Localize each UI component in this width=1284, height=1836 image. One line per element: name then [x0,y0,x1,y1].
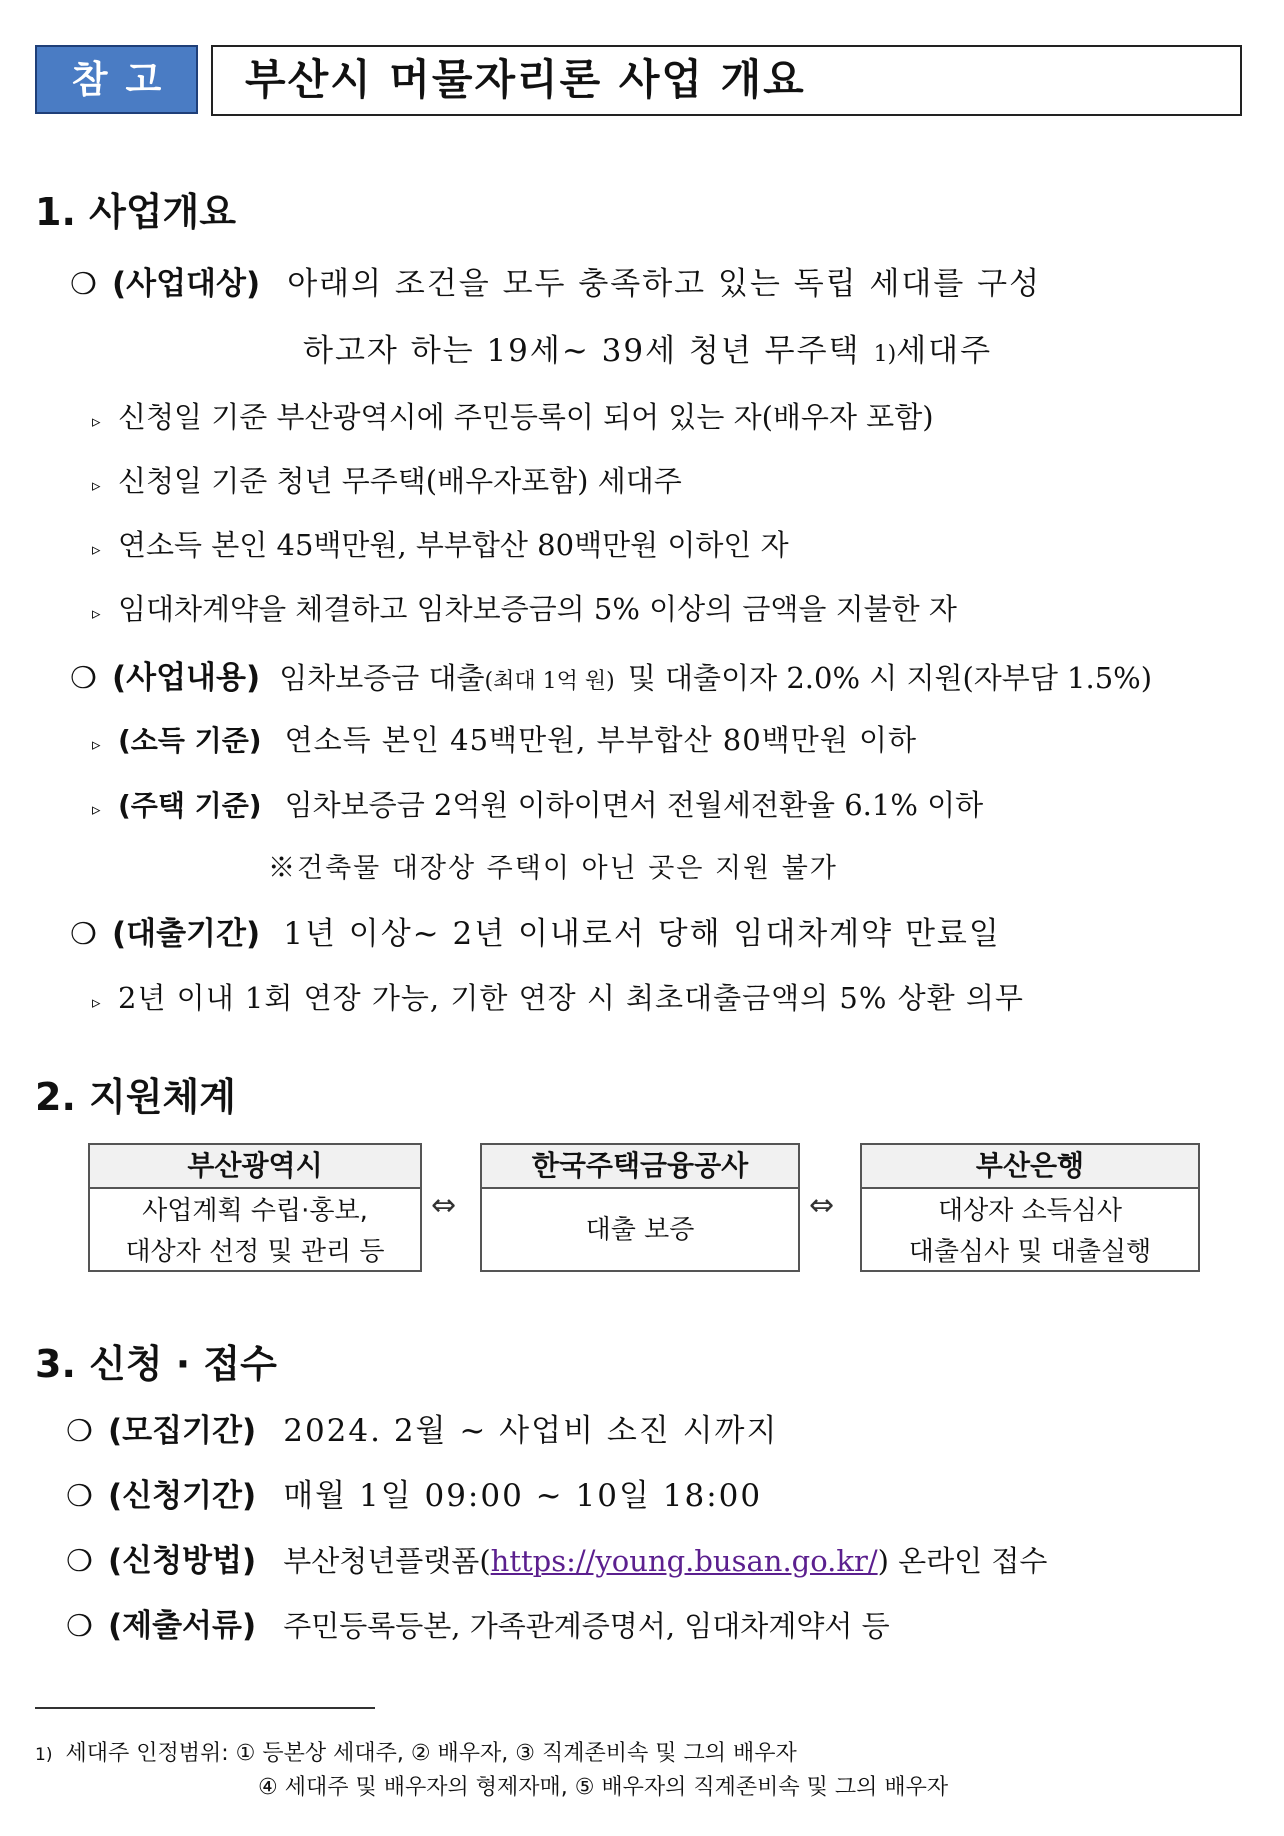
footnote-mark: 1) [35,1745,53,1765]
period-row [70,908,1001,953]
circle-bullet-icon: ❍ [66,1479,93,1514]
triangle-bullet-icon: ▹ [92,604,101,624]
apply-method-text-a: 부산청년플랫폼( [283,1544,491,1578]
target-line2: 하고자 하는 19세~ 39세 청년 무주택 [303,333,861,369]
target-line1: 아래의 조건을 모두 충족하고 있는 독립 세대를 구성 [287,266,1042,302]
triangle-bullet-icon: ▹ [92,800,101,820]
triangle-bullet-icon: ▹ [92,476,101,496]
triangle-bullet-icon: ▹ [92,540,101,560]
documents-row [66,1600,890,1645]
recruit-period-label: (모집기간) [108,1413,257,1449]
apply-period-row [66,1470,762,1515]
org-role-line: 대출 보증 [585,1215,695,1245]
footnote-reference: 1) [873,342,897,367]
content-max-amount: (최대 1억 원) [484,669,615,694]
list-item-text: 연소득 본인 45백만원, 부부합산 80백만원 이하인 자 [118,528,789,562]
footnote-line2: ④ 세대주 및 배우자의 형제자매, ⑤ 배우자의 직계존비속 및 그의 배우자 [258,1775,949,1800]
circle-bullet-icon: ❍ [66,1544,93,1579]
circle-bullet-icon: ❍ [66,1609,93,1644]
list-item-text: 신청일 기준 부산광역시에 주민등록이 되어 있는 자(배우자 포함) [118,400,934,434]
triangle-bullet-icon: ▹ [92,993,102,1013]
org-role-line: 대출심사 및 대출실행 [908,1237,1152,1267]
org-name: 한국주택금융공사 [482,1145,798,1189]
house-label: (주택 기준) [118,789,262,822]
circle-bullet-icon: ❍ [70,661,97,696]
footnote-text: 세대주 인정범위: ① 등본상 세대주, ② 배우자, ③ 직계존비속 및 그의 배우자 [65,1741,797,1766]
section-heading-apply: 3. 신청 · 접수 [35,1342,277,1386]
section-heading-overview: 1. 사업개요 [35,190,236,234]
busan-youth-platform-link[interactable]: https://young.busan.go.kr/ [490,1544,878,1578]
footnote-divider [35,1707,375,1709]
reference-badge: 참고 [35,45,198,114]
content-text-a: 임차보증금 대출 [279,661,485,695]
triangle-bullet-icon: ▹ [92,735,101,755]
documents-label: (제출서류) [108,1608,257,1644]
income-criteria-row [92,718,917,759]
org-role-line: 대상자 선정 및 관리 등 [125,1237,385,1267]
circle-bullet-icon: ❍ [70,267,97,302]
org-role-line: 대상자 소득심사 [937,1196,1123,1226]
period-item-text: 2년 이내 1회 연장 가능, 기한 연장 시 최초대출금액의 5% 상환 의무 [118,981,1024,1015]
bidirectional-arrow-icon: ⇔ [431,1188,457,1223]
period-text: 1년 이상~ 2년 이내로서 당해 임대차계약 만료일 [283,916,1001,952]
house-criteria-row [92,783,983,824]
target-line2-end: 세대주 [896,333,993,369]
target-row [70,258,1041,303]
building-note: ※건축물 대장상 주택이 아닌 곳은 지원 불가 [268,853,838,884]
apply-period-label: (신청기간) [108,1478,257,1514]
documents-text: 주민등록등본, 가족관계증명서, 임대차계약서 등 [283,1609,890,1643]
period-item [92,976,1024,1017]
list-item-text: 임대차계약을 체결하고 임차보증금의 5% 이상의 금액을 지불한 자 [118,592,957,626]
content-row [70,652,1152,697]
circle-bullet-icon: ❍ [66,1414,93,1449]
income-label: (소득 기준) [118,724,262,757]
list-item [92,395,934,436]
org-box-busan-city [88,1143,422,1272]
income-text: 연소득 본인 45백만원, 부부합산 80백만원 이하 [284,723,917,757]
apply-method-label: (신청방법) [108,1543,257,1579]
footnote-line1 [35,1736,797,1767]
recruit-period-text: 2024. 2월 ~ 사업비 소진 시까지 [283,1413,779,1449]
bidirectional-arrow-icon: ⇔ [809,1188,835,1223]
content-text-b: 및 대출이자 2.0% 시 지원(자부담 1.5%) [627,661,1153,695]
section-heading-support: 2. 지원체계 [35,1075,236,1119]
period-label: (대출기간) [112,916,261,952]
org-box-busan-bank [860,1143,1200,1272]
list-item [92,523,789,564]
list-item [92,587,957,628]
target-label: (사업대상) [112,266,261,302]
org-role-line: 사업계획 수립·홍보, [142,1196,368,1226]
target-line2-row [303,325,992,370]
apply-method-row [66,1535,1047,1580]
org-name: 부산은행 [862,1145,1198,1189]
org-box-hf [480,1143,800,1272]
page-title: 부산시 머물자리론 사업 개요 [211,45,1242,116]
apply-period-text: 매월 1일 09:00 ~ 10일 18:00 [283,1478,763,1514]
apply-method-text-b: ) 온라인 접수 [877,1544,1048,1578]
list-item [92,459,682,500]
recruit-period-row [66,1405,778,1450]
list-item-text: 신청일 기준 청년 무주택(배우자포함) 세대주 [118,464,682,498]
circle-bullet-icon: ❍ [70,917,97,952]
content-label: (사업내용) [112,660,261,696]
org-name: 부산광역시 [90,1145,420,1189]
house-text: 임차보증금 2억원 이하이면서 전월세전환율 6.1% 이하 [284,788,984,822]
triangle-bullet-icon: ▹ [92,412,101,432]
